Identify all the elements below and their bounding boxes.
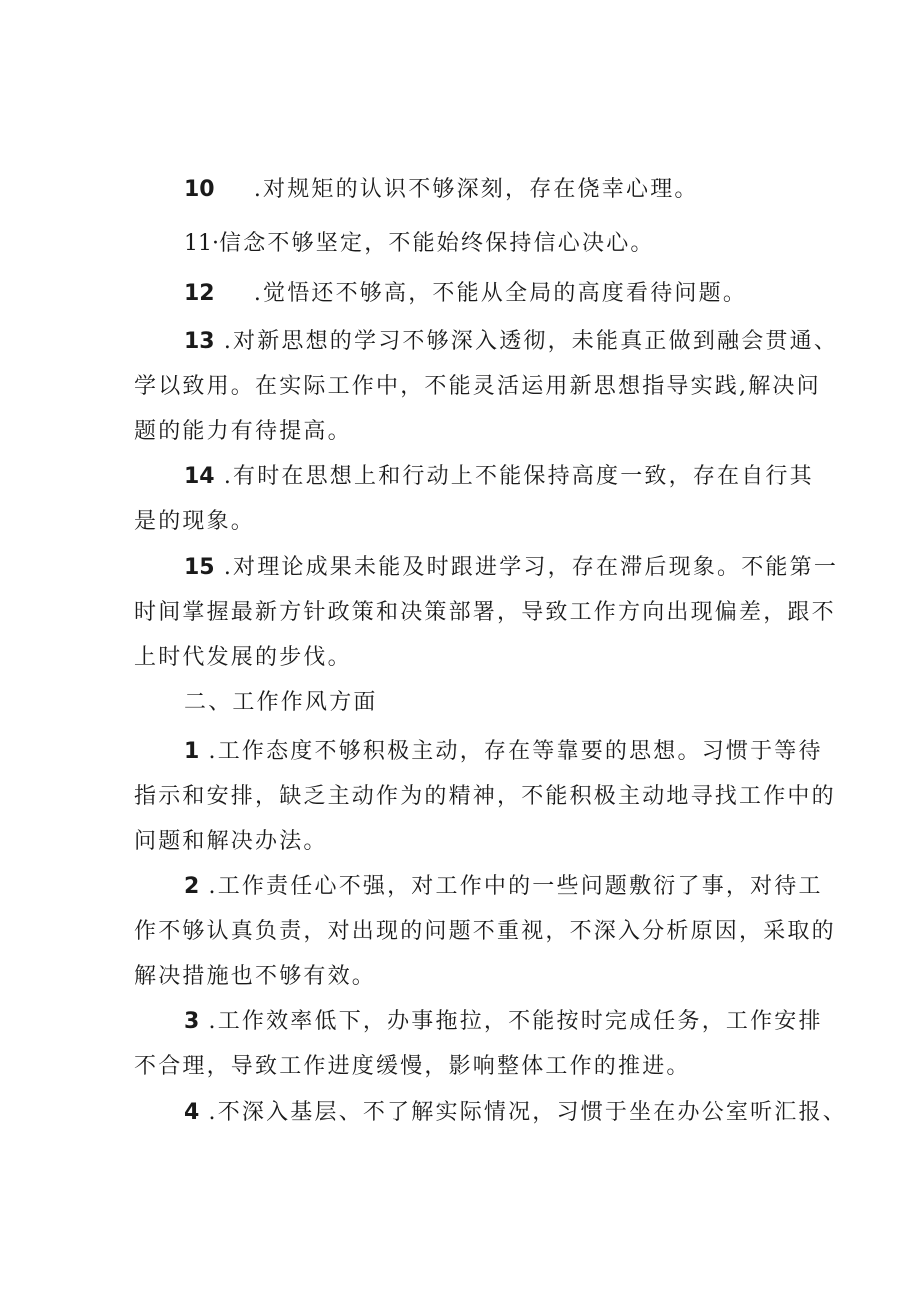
item-text: .对理论成果未能及时跟进学习，存在滞后现象。不能第一 bbox=[214, 555, 839, 580]
item-text: 信念不够坚定，不能始终保持信心决心。 bbox=[219, 231, 655, 256]
item-text: .对规矩的认识不够深刻，存在侥幸心理。 bbox=[244, 177, 699, 202]
item-text: 题的能力有待提高。 bbox=[134, 419, 352, 444]
item-text: 作不够认真负责，对出现的问题不重视，不深入分析原因，采取的 bbox=[134, 919, 836, 944]
item-text: .工作效率低下，办事拖拉，不能按时完成任务，工作安排 bbox=[199, 1009, 823, 1034]
item-text: 是的现象。 bbox=[134, 509, 256, 534]
item-number: 10 bbox=[184, 177, 215, 202]
item-text: 解决措施也不够有效。 bbox=[134, 964, 377, 989]
item-text: .工作责任心不强，对工作中的一些问题敷衍了事，对待工 bbox=[199, 874, 823, 899]
item-text: 上时代发展的步伐。 bbox=[134, 645, 352, 670]
item-number: 14 bbox=[184, 464, 215, 489]
item-number: 13 bbox=[184, 329, 215, 354]
item-text: 不合理，导致工作进度缓慢，影响整体工作的推进。 bbox=[134, 1054, 691, 1079]
item-text: 学以致用。在实际工作中，不能灵活运用新思想指导实践,解决问 bbox=[134, 374, 821, 399]
item-number: 3 bbox=[184, 1009, 200, 1034]
item-number: 1 bbox=[184, 739, 200, 764]
heading-text: 二、工作作风方面 bbox=[184, 690, 378, 715]
item-text: .对新思想的学习不够深入透彻，未能真正做到融会贯通、 bbox=[214, 329, 839, 354]
item-text: .有时在思想上和行动上不能保持高度一致，存在自行其 bbox=[214, 464, 814, 489]
item-number: 4 bbox=[184, 1100, 200, 1125]
item-text: 指示和安排，缺乏主动作为的精神，不能积极主动地寻找工作中的 bbox=[134, 784, 836, 809]
item-text: .觉悟还不够高，不能从全局的高度看待问题。 bbox=[244, 281, 748, 306]
item-text: 问题和解决办法。 bbox=[134, 829, 328, 854]
item-text: .不深入基层、不了解实际情况，习惯于坐在办公室听汇报、 bbox=[199, 1100, 847, 1125]
item-text: 时间掌握最新方针政策和决策部署，导致工作方向出现偏差，跟不 bbox=[134, 600, 836, 625]
item-number: 15 bbox=[184, 555, 215, 580]
item-text: .工作态度不够积极主动，存在等靠要的思想。习惯于等待 bbox=[199, 739, 823, 764]
item-number: 12 bbox=[184, 281, 215, 306]
item-number: 2 bbox=[184, 874, 200, 899]
item-number: 11· bbox=[184, 231, 219, 256]
